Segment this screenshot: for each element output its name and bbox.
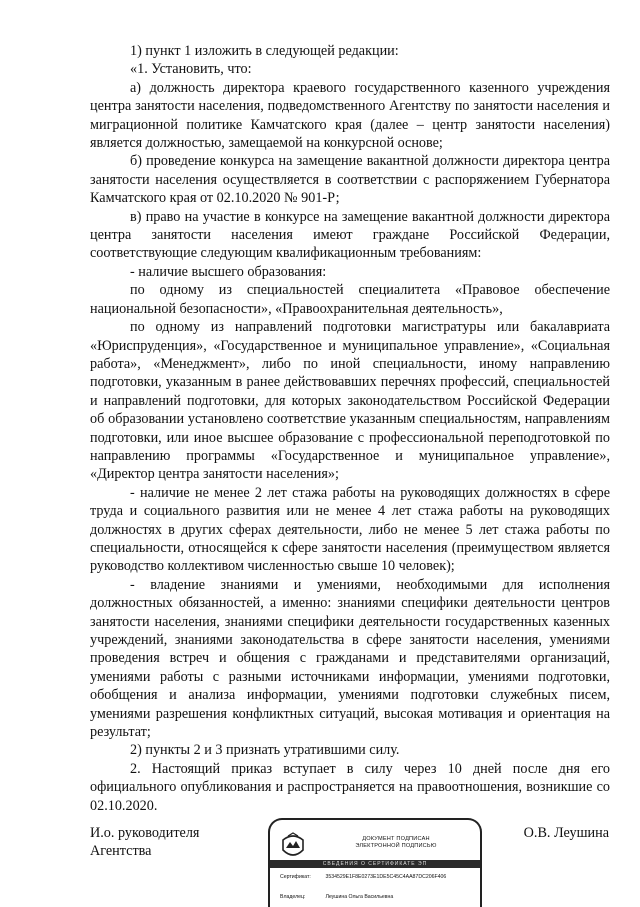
- document-body: [90, 42, 610, 815]
- paragraph: «1. Установить, что:: [130, 61, 252, 78]
- paragraph: по одному из специальностей специалитета «Правовое обеспечение национальной безопасности», «Правоохранительная деятельность»,: [90, 282, 610, 317]
- signatory-position-line2: Агентства: [90, 843, 152, 859]
- signatory-name: О.В. Леушина: [523, 825, 609, 841]
- paragraph: - наличие высшего образования:: [130, 263, 327, 280]
- paragraph: по одному из направлений подготовки магистратуры или бакалавриата «Юриспруденция», «Государственное и муниципальное управление», «Социальная работа», «Менеджмент», либо по иной специальности, иному направлению подготовки, указанным в ранее действовавших перечнях профессий, специальностей и направлений подготовки, для которых законодательством Российской Федерации об образовании установлено соответствие указанным специальностям, направлениям подготовки, или иное высшее образование с профессиональной переподготовкой по направлению программы «Государственное и муниципальное управление», «Директор центра занятости населения»;: [90, 319, 610, 483]
- stamp-title-line2: ЭЛЕКТРОННОЙ ПОДПИСЬЮ: [355, 843, 437, 849]
- signatory-position: [90, 824, 199, 860]
- certificate-label: Сертификат:: [280, 874, 311, 880]
- stamp-title-line1: ДОКУМЕНТ ПОДПИСАН: [362, 836, 430, 842]
- certificate-value: 3534529E1F8E0273E1DE5C45C4AA87DC206F406: [325, 874, 447, 880]
- paragraph: б) проведение конкурса на замещение вакантной должности директора центра занятости населения осуществляется в соответствии с распоряжением Губернатора Камчатского края от 02.10.2020 № 901-Р;: [90, 153, 610, 207]
- owner-value: Леушина Ольга Васильевна: [325, 894, 394, 900]
- stamp-certificate-row: [280, 874, 446, 881]
- stamp-owner-row: [280, 894, 393, 901]
- paragraph: в) право на участие в конкурсе на замещение вакантной должности директора центра занятости населения имеют граждане Российской Федерации, соответствующие следующим квалификационным требованиям:: [90, 208, 610, 262]
- signatory-position-line1: И.о. руководителя: [90, 825, 200, 841]
- electronic-signature-stamp: [268, 818, 482, 907]
- owner-label: Владелец:: [280, 894, 306, 900]
- paragraph: 2) пункты 2 и 3 признать утратившими силу.: [130, 742, 400, 759]
- stamp-title: [316, 836, 476, 850]
- stamp-band: СВЕДЕНИЯ О СЕРТИФИКАТЕ ЭП: [270, 860, 480, 868]
- paragraph: 1) пункт 1 изложить в следующей редакции:: [130, 43, 399, 59]
- paragraph: 2. Настоящий приказ вступает в силу через 10 дней после дня его официального опубликования и распространяется на правоотношения, возникшие со 02.10.2020.: [90, 760, 610, 814]
- coat-of-arms-icon: [280, 830, 306, 862]
- paragraph: - наличие не менее 2 лет стажа работы на руководящих должностях в сфере труда и социального развития или не менее 4 лет стажа работы на руководящих должностях в других сферах деятельности, либо не менее 5 лет стажа работы по специальности, относящейся к сфере занятости населения (преимуществом является руководство коллективом численностью свыше 10 человек);: [90, 484, 610, 575]
- paragraph: - владение знаниями и умениями, необходимыми для исполнения должностных обязанностей, а именно: знаниями специфики деятельности центров занятости населения, знаниями специфики деятельности государственных казенных учреждений, знаниями законодательства в сфере занятости населения, умениями проведения встреч и общения с гражданами и представителями организаций, умениями работы с разными источниками информации, умениями подготовки, обобщения и анализа информации, умениями подготовки служебных писем, умениями разрешения конфликтных ситуаций, высокая мотивация и ориентация на результат;: [90, 576, 610, 741]
- paragraph: а) должность директора краевого государственного казенного учреждения центра занятости населения, подведомственного Агентству по занятости населения и миграционной политике Камчатского края (далее – центр занятости населения) является должностью, замещаемой на конкурсной основе;: [90, 79, 610, 152]
